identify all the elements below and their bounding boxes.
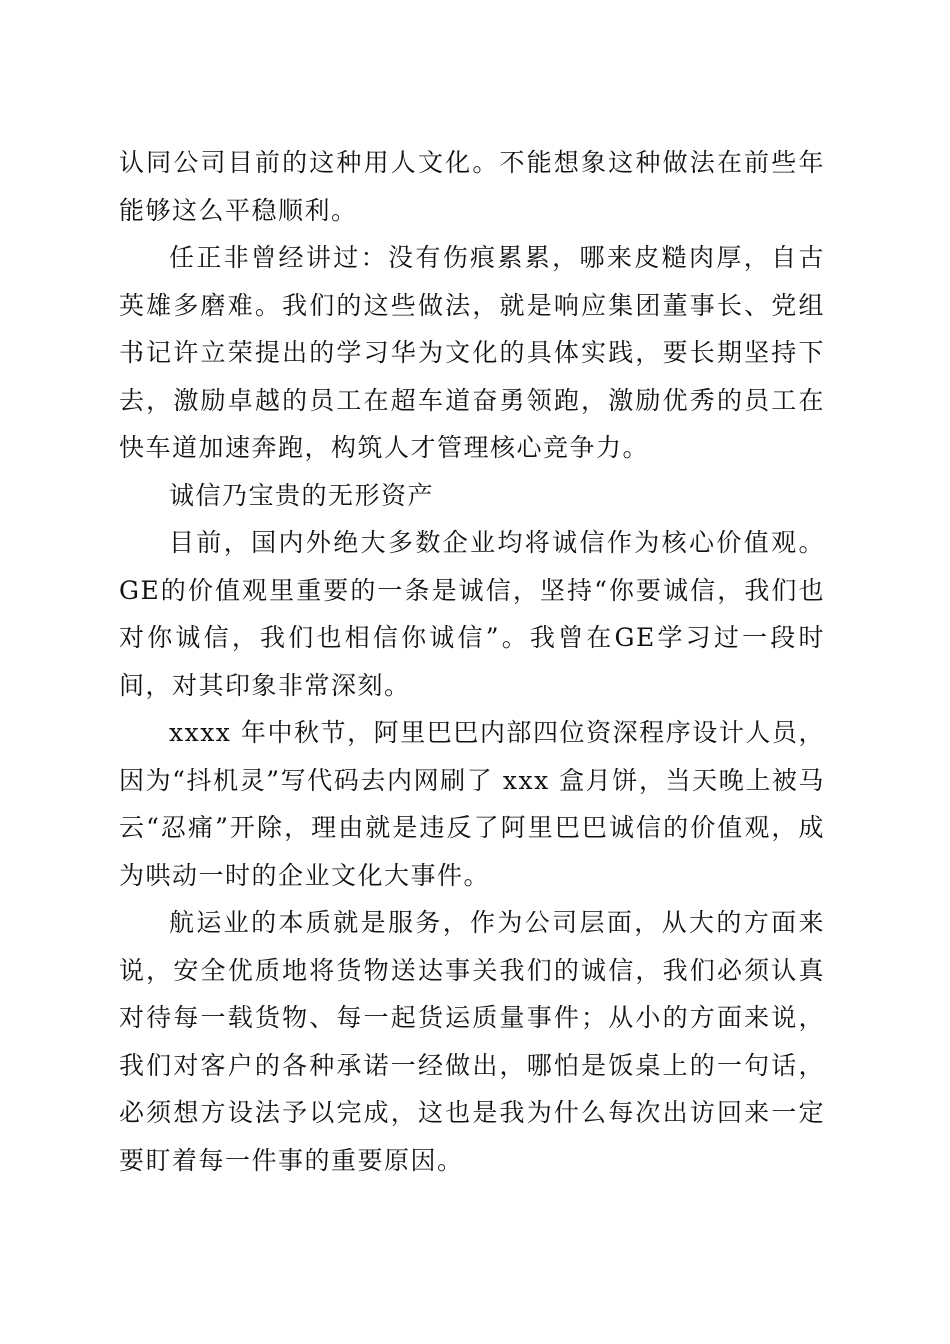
paragraph-1: 认同公司目前的这种用人文化。不能想象这种做法在前些年能够这么平稳顺利。 [119,148,825,225]
paragraph-2: 任正非曾经讲过：没有伤痕累累，哪来皮糙肉厚，自古英雄多磨难。我们的这些做法，就是响应集团董事长、党组书记许立荣提出的学习华为文化的具体实践，要长期坚持下去，激励卓越的员工在超车道奋勇领跑，激励优秀的员工在快车道加速奔跑，构筑人才管理核心竞争力。 [119,243,825,462]
section-heading: 诚信乃宝贵的无形资产 [169,480,435,510]
document-body [119,139,825,1184]
paragraph-3: 目前，国内外绝大多数企业均将诚信作为核心价值观。GE的价值观里重要的一条是诚信，坚持“你要诚信，我们也对你诚信，我们也相信你诚信”。我曾在GE学习过一段时间，对其印象非常深刻。 [119,528,825,700]
paragraph-5: 航运业的本质就是服务，作为公司层面，从大的方面来说，安全优质地将货物送达事关我们的诚信，我们必须认真对待每一载货物、每一起货运质量事件；从小的方面来说，我们对客户的各种承诺一经做出，哪怕是饭桌上的一句话，必须想方设法予以完成，这也是我为什么每次出访回来一定要盯着每一件事的重要原因。 [119,908,825,1175]
paragraph-4: xxxx 年中秋节，阿里巴巴内部四位资深程序设计人员，因为“抖机灵”写代码去内网刷了 xxx 盒月饼，当天晚上被马云“忍痛”开除，理由就是违反了阿里巴巴诚信的价值观，成为哄动一时的企业文化大事件。 [119,718,825,890]
